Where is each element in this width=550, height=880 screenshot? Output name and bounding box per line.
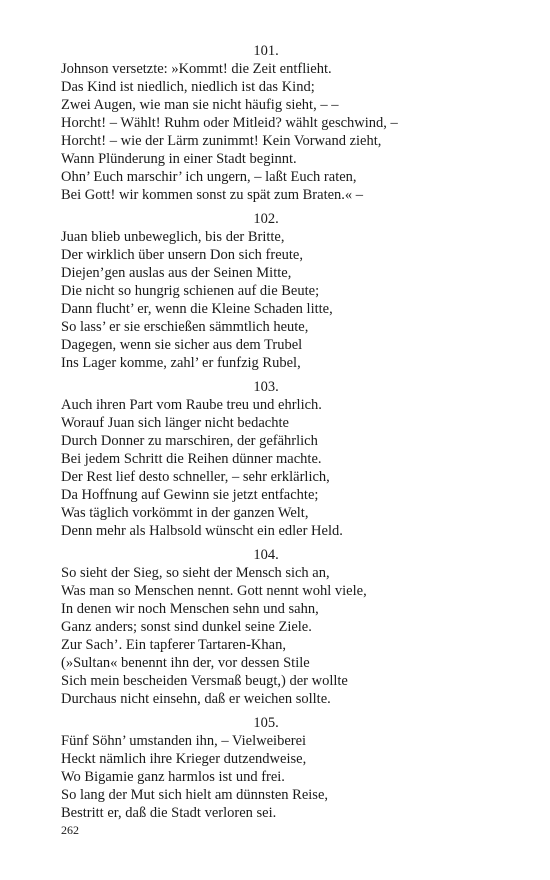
verse-line: Bei jedem Schritt die Reihen dünner machte. bbox=[61, 451, 322, 467]
verse-line: Was täglich vorkömmt in der ganzen Welt, bbox=[61, 505, 309, 521]
verse-line: Diejen’gen auslas aus der Seinen Mitte, bbox=[61, 265, 292, 281]
verse-line: Juan blieb unbeweglich, bis der Britte, bbox=[61, 229, 285, 245]
page-number: 262 bbox=[61, 823, 79, 837]
verse-line: Die nicht so hungrig schienen auf die Beute; bbox=[61, 283, 320, 299]
stanza-number: 104. bbox=[253, 547, 279, 563]
verse-line: Horcht! – Wählt! Ruhm oder Mitleid? wählt geschwind, – bbox=[61, 115, 398, 131]
verse-line: Ohn’ Euch marschir’ ich ungern, – laßt Euch raten, bbox=[61, 169, 357, 185]
stanza-number: 103. bbox=[253, 379, 279, 395]
verse-line: In denen wir noch Menschen sehn und sahn, bbox=[61, 601, 319, 617]
verse-line: Horcht! – wie der Lärm zunimmt! Kein Vorwand zieht, bbox=[61, 133, 382, 149]
stanza-105 bbox=[61, 714, 501, 822]
stanza-103 bbox=[61, 378, 501, 540]
verse-line: Ins Lager komme, zahl’ er funfzig Rubel, bbox=[61, 355, 301, 371]
verse-line: Wo Bigamie ganz harmlos ist und frei. bbox=[61, 769, 285, 785]
verse-line: Johnson versetzte: »Kommt! die Zeit entflieht. bbox=[61, 61, 332, 77]
verse-line: Ganz anders; sonst sind dunkel seine Ziele. bbox=[61, 619, 312, 635]
verse-line: Zur Sach’. Ein tapferer Tartaren-Khan, bbox=[61, 637, 286, 653]
verse-line: (»Sultan« benennt ihn der, vor dessen Stile bbox=[61, 655, 310, 671]
verse-line: Was man so Menschen nennt. Gott nennt wohl viele, bbox=[61, 583, 367, 599]
verse-line: So sieht der Sieg, so sieht der Mensch sich an, bbox=[61, 565, 330, 581]
verse-line: Der wirklich über unsern Don sich freute, bbox=[61, 247, 303, 263]
verse-line: Dagegen, wenn sie sicher aus dem Trubel bbox=[61, 337, 303, 353]
verse-line: So lass’ er sie erschießen sämmtlich heute, bbox=[61, 319, 309, 335]
stanza-104 bbox=[61, 546, 501, 708]
verse-line: Bestritt er, daß die Stadt verloren sei. bbox=[61, 805, 277, 821]
verse-line: Bei Gott! wir kommen sonst zu spät zum Braten.« – bbox=[61, 187, 364, 203]
verse-line: Auch ihren Part vom Raube treu und ehrlich. bbox=[61, 397, 322, 413]
verse-line: Durch Donner zu marschiren, der gefährlich bbox=[61, 433, 318, 449]
verse-line: Fünf Söhn’ umstanden ihn, – Vielweiberei bbox=[61, 733, 307, 749]
verse-line: Dann flucht’ er, wenn die Kleine Schaden litte, bbox=[61, 301, 333, 317]
verse-line: Durchaus nicht einsehn, daß er weichen sollte. bbox=[61, 691, 331, 707]
verse-line: Worauf Juan sich länger nicht bedachte bbox=[61, 415, 289, 431]
verse-line: Das Kind ist niedlich, niedlich ist das Kind; bbox=[61, 79, 315, 95]
verse-line: Sich mein bescheiden Versmaß beugt,) der wollte bbox=[61, 673, 348, 689]
verse-line: Da Hoffnung auf Gewinn sie jetzt entfachte; bbox=[61, 487, 319, 503]
verse-line: Wann Plünderung in einer Stadt beginnt. bbox=[61, 151, 297, 167]
stanza-number: 105. bbox=[253, 715, 279, 731]
stanza-number: 102. bbox=[253, 211, 279, 227]
verse-line: So lang der Mut sich hielt am dünnsten Reise, bbox=[61, 787, 329, 803]
verse-line: Heckt nämlich ihre Krieger dutzendweise, bbox=[61, 751, 307, 767]
verse-line: Der Rest lief desto schneller, – sehr erklärlich, bbox=[61, 469, 330, 485]
verse-line: Zwei Augen, wie man sie nicht häufig sieht, – – bbox=[61, 97, 339, 113]
stanza-102 bbox=[61, 210, 501, 372]
verse-line: Denn mehr als Halbsold wünscht ein edler Held. bbox=[61, 523, 343, 539]
stanza-number: 101. bbox=[253, 43, 279, 59]
stanza-101 bbox=[61, 42, 501, 204]
